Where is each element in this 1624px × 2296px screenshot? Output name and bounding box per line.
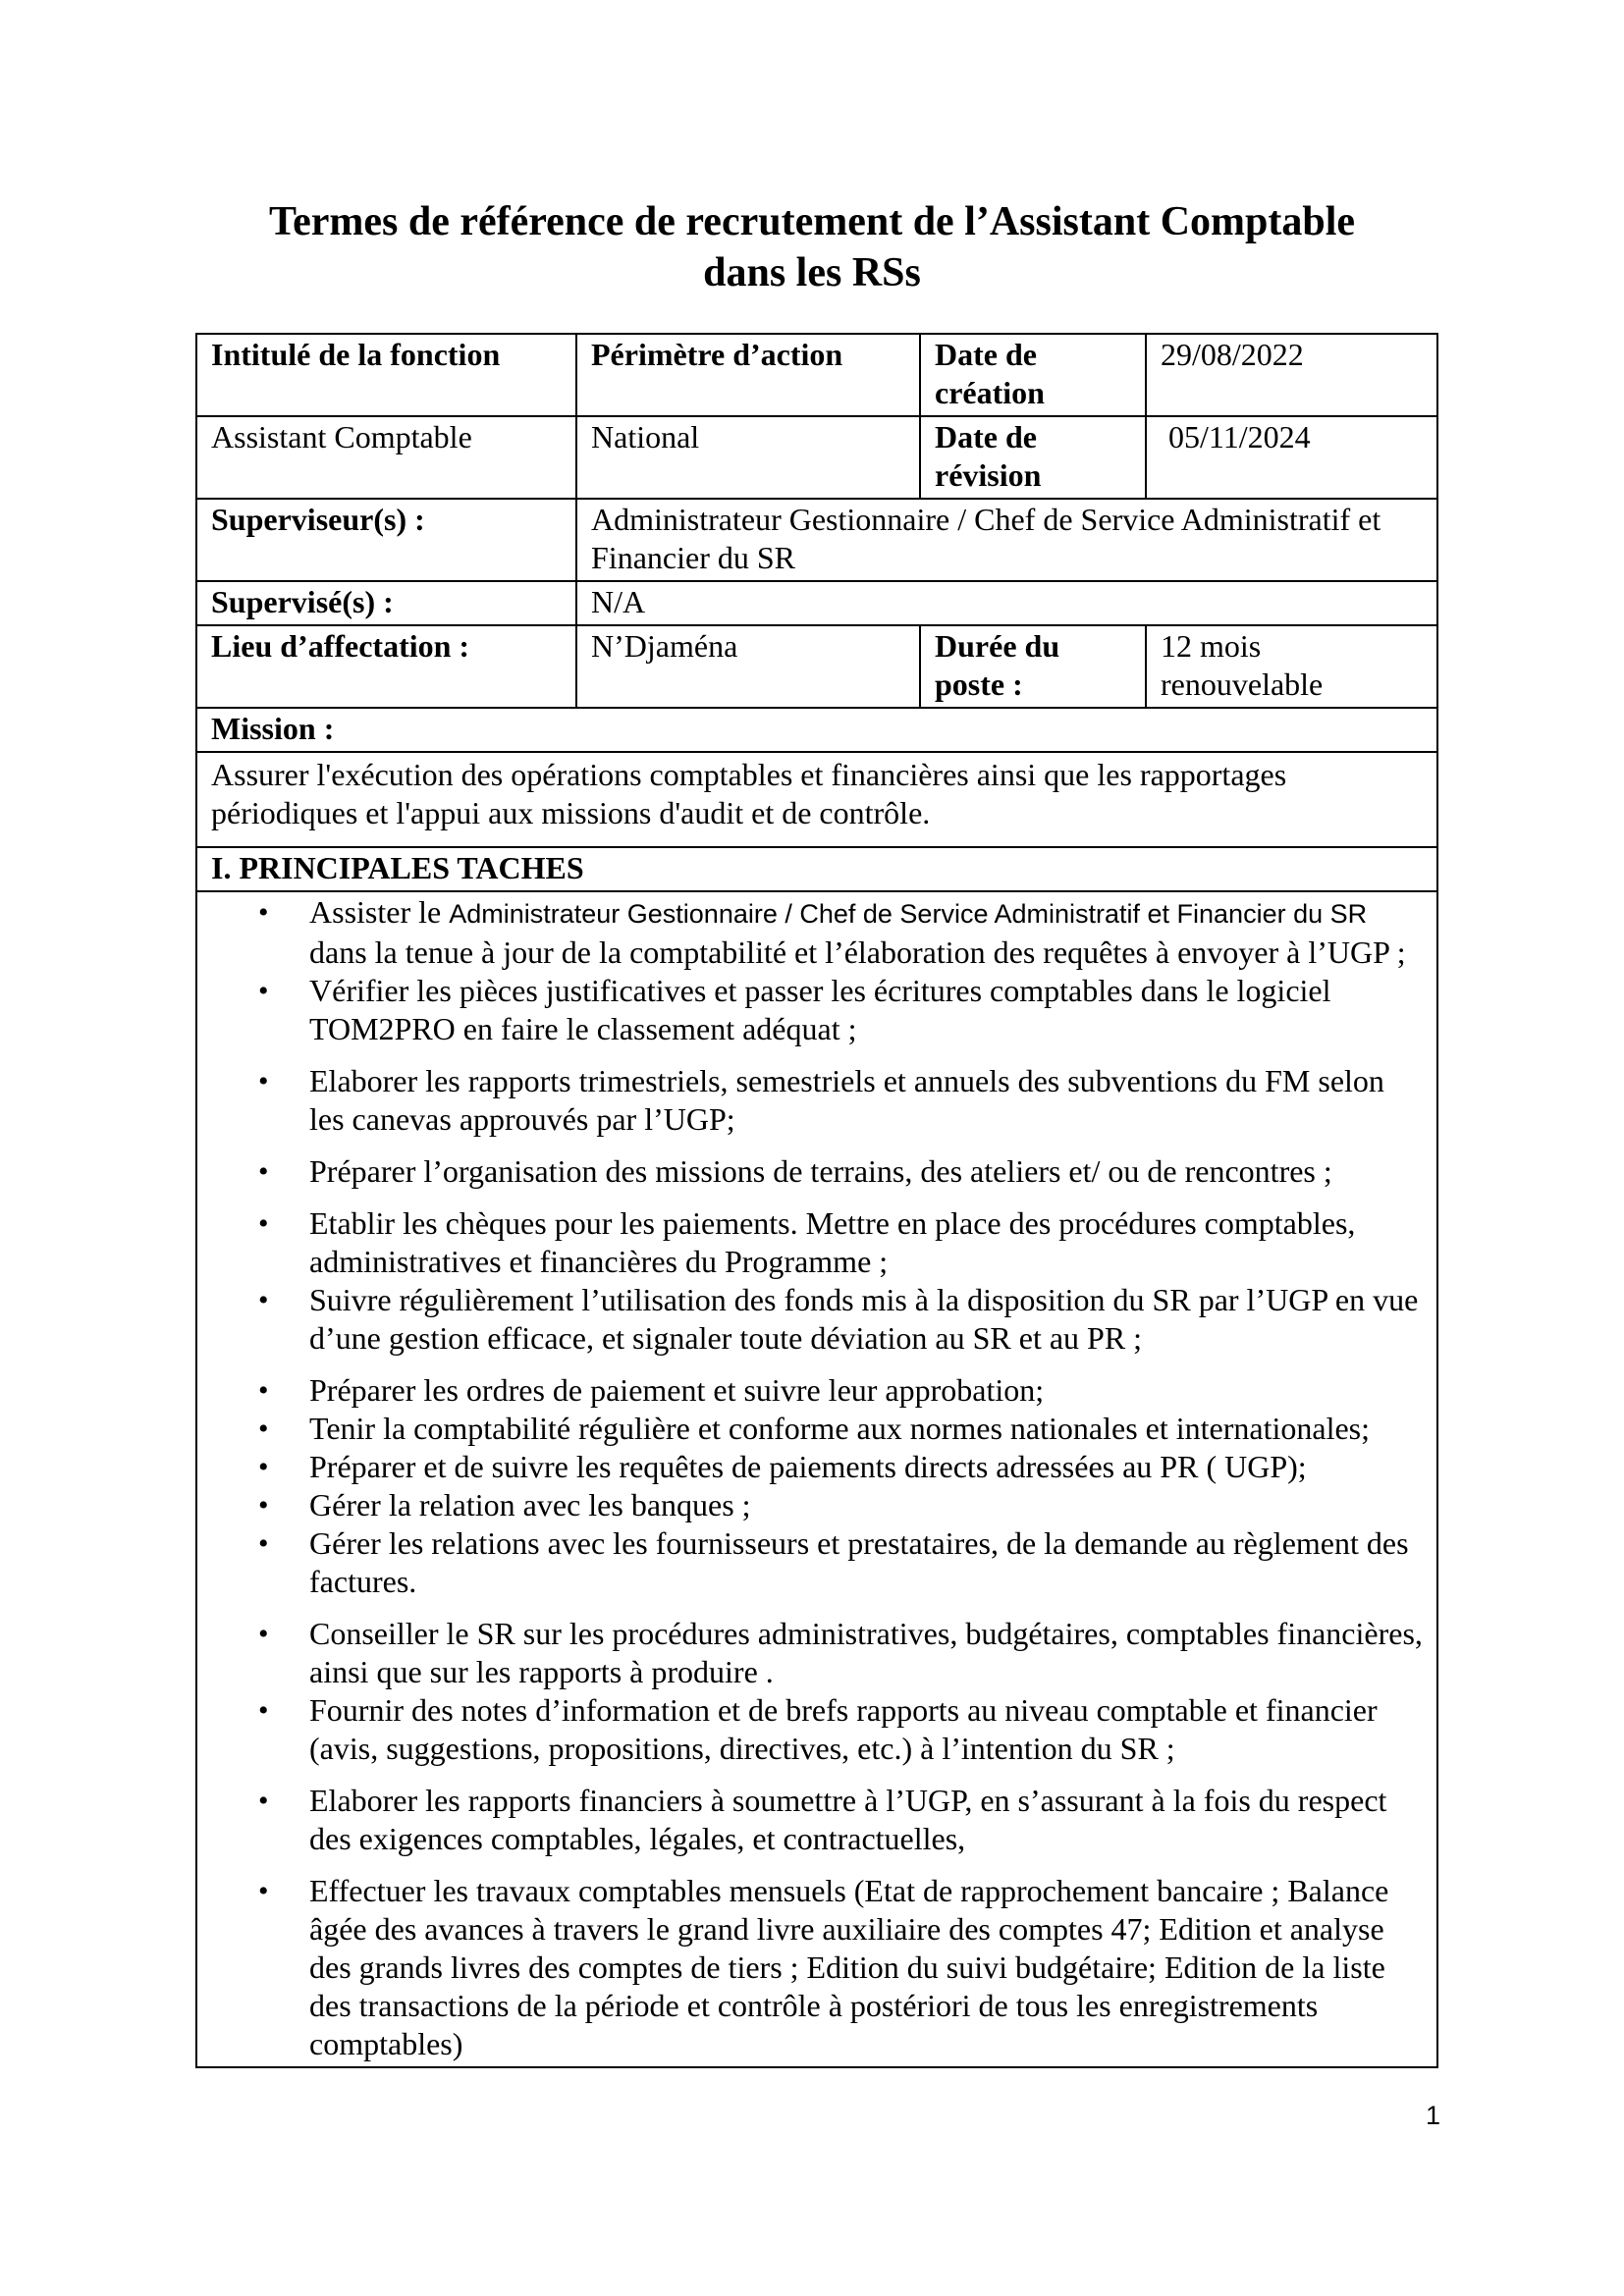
list-item: • Gérer la relation avec les banques ; [309,1486,1423,1524]
supervised-value: N/A [576,581,1437,625]
location-label: Lieu d’affectation : [196,625,576,708]
list-item [309,893,1423,972]
title-line-2: dans les RSs [703,250,921,295]
task-1-prefix: Assister le [309,894,450,930]
mission-label-row [196,708,1437,752]
list-item: • Vérifier les pièces justificatives et passer les écritures comptables dans le logiciel TOM2PRO en faire le classement adéquat ; [309,972,1423,1048]
mission-text: Assurer l'exécution des opérations comptables et financières ainsi que les rapportages périodiques et l'appui aux missions d'audit et de contrôle. [196,752,1437,847]
tasks-row [196,891,1437,2067]
tasks-label: I. PRINCIPALES TACHES [196,847,1437,891]
revision-date-label: Date de révision [920,416,1146,499]
location-row [196,625,1437,708]
mission-label: Mission : [196,708,1437,752]
duration-value: 12 mois renouvelable [1146,625,1437,708]
creation-date-label: Date de création [920,334,1146,416]
supervisor-label: Superviseur(s) : [196,499,576,581]
list-item: • Elaborer les rapports financiers à soumettre à l’UGP, en s’assurant à la fois du respect des exigences comptables, légales, et contractuelles, [309,1782,1423,1858]
header-row [196,334,1437,416]
function-value: Assistant Comptable [196,416,576,499]
list-item: • Fournir des notes d’information et de brefs rapports au niveau comptable et financier (avis, suggestions, propositions, directives, etc.) à l’intention du SR ; [309,1691,1423,1768]
document-title [0,196,1624,298]
creation-date-value: 29/08/2022 [1146,334,1437,416]
function-label: Intitulé de la fonction [196,334,576,416]
duration-label: Durée du poste : [920,625,1146,708]
revision-date-value: 05/11/2024 [1146,416,1437,499]
job-description-table [195,333,1438,2068]
list-item: • Préparer et de suivre les requêtes de paiements directs adressées au PR ( UGP); [309,1448,1423,1486]
list-item: • Préparer l’organisation des missions de terrains, des ateliers et/ ou de rencontres ; [309,1152,1423,1191]
tasks-label-row [196,847,1437,891]
title-line-1: Termes de référence de recrutement de l’Assistant Comptable [268,199,1356,244]
supervised-row [196,581,1437,625]
location-value: N’Djaména [576,625,920,708]
scope-label: Périmètre d’action [576,334,920,416]
list-item: • Suivre régulièrement l’utilisation des fonds mis à la disposition du SR par l’UGP en vue d’une gestion efficace, et signaler toute déviation au SR et au PR ; [309,1281,1423,1358]
function-row [196,416,1437,499]
task-list [211,893,1423,2063]
tasks-cell [196,891,1437,2067]
list-item: • Effectuer les travaux comptables mensuels (Etat de rapprochement bancaire ; Balance âgée des avances à travers le grand livre auxiliaire des comptes 47; Edition et analyse des grands livres des comptes de tiers ; Edition du suivi budgétaire; Edition de la liste des transactions de la période et contrôle à postériori de tous les enregistrements comptables) [309,1872,1423,2063]
list-item: • Etablir les chèques pour les paiements. Mettre en place des procédures comptables, administratives et financières du Programme ; [309,1204,1423,1281]
scope-value: National [576,416,920,499]
mission-text-row [196,752,1437,847]
list-item: • Gérer les relations avec les fournisseurs et prestataires, de la demande au règlement des factures. [309,1524,1423,1601]
task-1-suffix: dans la tenue à jour de la comptabilité et l’élaboration des requêtes à envoyer à l’UGP ; [309,934,1406,970]
page-number: 1 [1426,2101,1441,2130]
list-item: • Elaborer les rapports trimestriels, semestriels et annuels des subventions du FM selon les canevas approuvés par l’UGP; [309,1062,1423,1139]
list-item: • Tenir la comptabilité régulière et conforme aux normes nationales et internationales; [309,1410,1423,1448]
task-1-sans: Administrateur Gestionnaire / Chef de Service Administratif et Financier du SR [449,899,1368,929]
list-item: • Conseiller le SR sur les procédures administratives, budgétaires, comptables financières, ainsi que sur les rapports à produire . [309,1615,1423,1691]
supervisor-row [196,499,1437,581]
list-item: • Préparer les ordres de paiement et suivre leur approbation; [309,1371,1423,1410]
supervised-label: Supervisé(s) : [196,581,576,625]
supervisor-value: Administrateur Gestionnaire / Chef de Service Administratif et Financier du SR [576,499,1437,581]
